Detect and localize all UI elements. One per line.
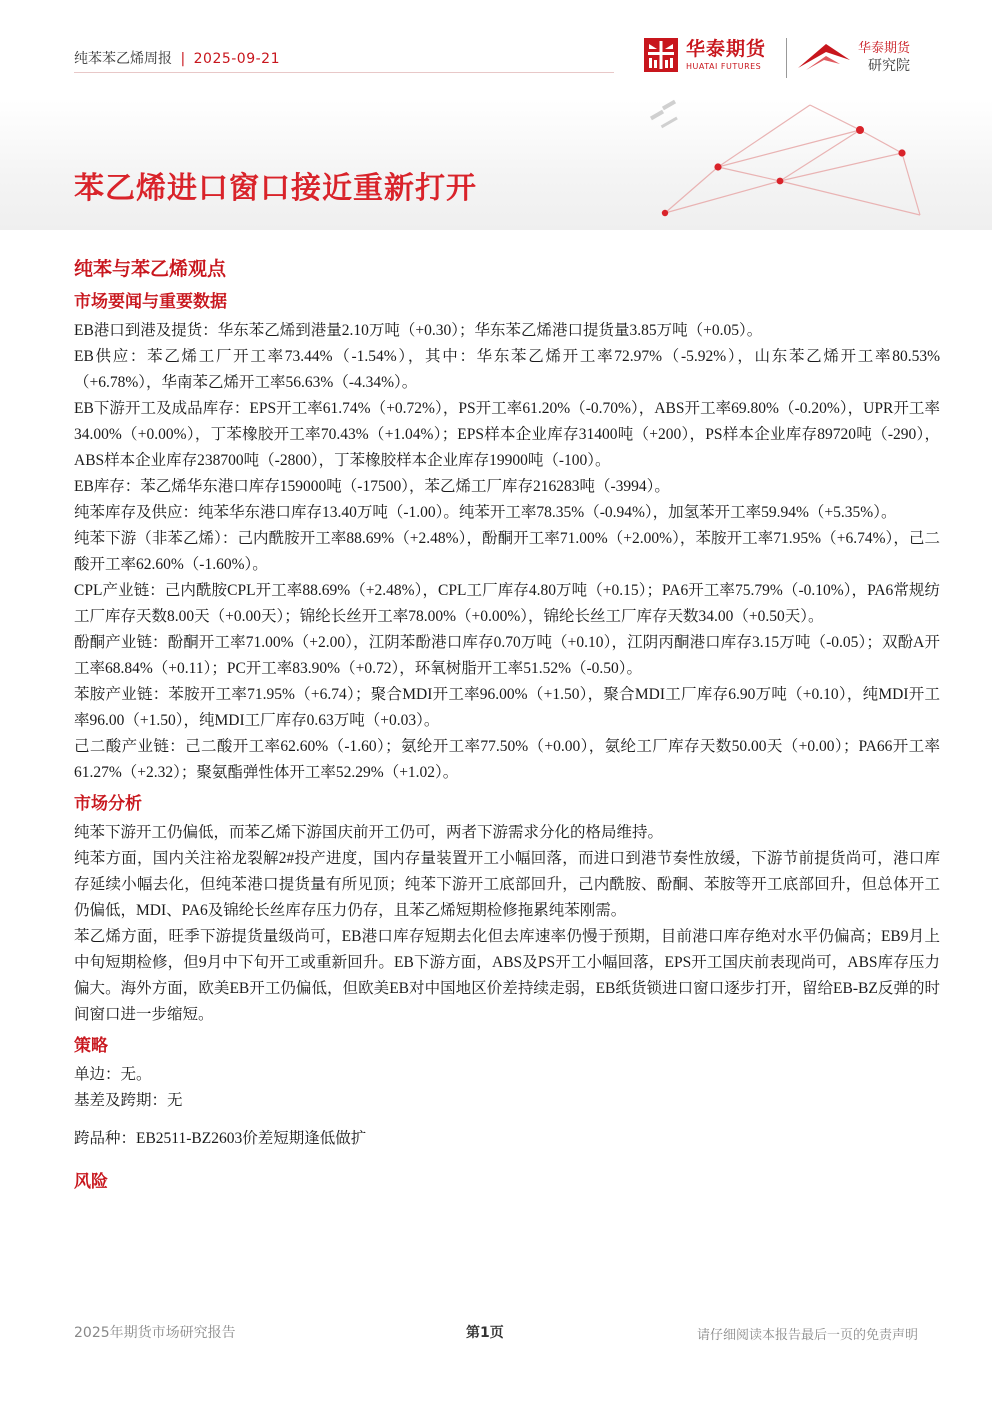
logo-divider [786,38,787,78]
market-news-heading: 市场要闻与重要数据 [74,292,227,312]
institute-wing-icon [796,38,852,78]
report-name: 纯苯苯乙烯周报 [74,51,172,67]
section-heading: 纯苯与苯乙烯观点 [74,258,227,280]
news-item: 己二酸产业链：己二酸开工率62.60%（-1.60）；氨纶开工率77.50%（+0.00），氨纶工厂库存天数50.00天（+0.00）；PA66开工率61.27%（+2.32）；聚氨酯弹性体开工率52.29%（+1.02）。 [74,738,940,781]
logo-cn-text: 华泰期货 [686,38,767,60]
news-item: EB下游开工及成品库存：EPS开工率61.74%（+0.72%），PS开工率61.20%（-0.70%），ABS开工率69.80%（-0.20%），UPR开工率34.00%（+0.00%），丁苯橡胶开工率70.43%（+1.04%）；EPS样本企业库存31400吨（+200），PS样本企业库存89720吨（-290），ABS样本企业库存238700吨（-2800），丁苯橡胶样本企业库存19900吨（-100）。 [74,400,940,469]
footer-left: 2025年期货市场研究报告 [74,1325,236,1341]
header-rule [74,72,614,73]
huatai-logo [644,38,766,72]
institute-logo [796,38,910,78]
institute-line2: 研究院 [868,58,911,74]
strategy-basis: 基差及跨期：无 [74,1092,183,1109]
news-item: 苯胺产业链：苯胺开工率71.95%（+6.74）；聚合MDI开工率96.00%（+1.50），聚合MDI工厂库存6.90万吨（+0.10），纯MDI开工率96.00（+1.50），纯MDI工厂库存0.63万吨（+0.03）。 [74,686,940,729]
main-content [74,256,940,1198]
analysis-paragraph: 苯乙烯方面，旺季下游提货量级尚可，EB港口库存短期去化但去库速率仍慢于预期，目前港口库存绝对水平仍偏高；EB9月上中旬短期检修，但9月中下旬开工或重新回升。EB下游方面，ABS及PS开工小幅回落，EPS开工国庆前表现尚可，ABS库存压力偏大。海外方面，欧美EB开工仍偏低，但欧美EB对中国地区价差持续走弱，EB纸货锁进口窗口逐步打开，留给EB-BZ反弹的时间窗口进一步缩短。 [74,928,940,1023]
page-number: 第1页 [466,1325,504,1341]
report-date: 2025-09-21 [193,51,280,67]
news-item: EB供应：苯乙烯工厂开工率73.44%（-1.54%），其中：华东苯乙烯开工率72.97%（-5.92%），山东苯乙烯开工率80.53%（+6.78%），华南苯乙烯开工率56.63%（-4.34%）。 [74,348,940,391]
institute-line1: 华泰期货 [858,41,911,56]
network-graphic [620,95,940,235]
news-item: EB库存：苯乙烯华东港口库存159000吨（-17500），苯乙烯工厂库存216283吨（-3994）。 [74,478,670,495]
analysis-heading: 市场分析 [74,794,142,814]
report-title: 苯乙烯进口窗口接近重新打开 [74,171,477,206]
news-item: CPL产业链：己内酰胺CPL开工率88.69%（+2.48%），CPL工厂库存4.80万吨（+0.15）；PA6开工率75.79%（-0.10%），PA6常规纺工厂库存天数8.00天（+0.00天）；锦纶长丝开工率78.00%（+0.00%），锦纶长丝工厂库存天数34.00（+0.50天）。 [74,582,940,625]
risk-heading: 风险 [74,1172,108,1192]
analysis-paragraph: 纯苯下游开工仍偏低，而苯乙烯下游国庆前开工仍可，两者下游需求分化的格局维持。 [74,824,664,841]
news-item: 纯苯库存及供应：纯苯华东港口库存13.40万吨（-1.00）。纯苯开工率78.35%（-0.94%），加氢苯开工率59.94%（+5.35%）。 [74,504,897,521]
strategy-heading: 策略 [74,1036,108,1056]
strategy-cross: 跨品种：EB2511-BZ2603价差短期逢低做扩 [74,1130,367,1147]
analysis-paragraph: 纯苯方面，国内关注裕龙裂解2#投产进度，国内存量装置开工小幅回落，而进口到港节奏性放缓，下游节前提货尚可，港口库存延续小幅去化，但纯苯港口提货量有所见顶；纯苯下游开工底部回升，己内酰胺、酚酮、苯胺等开工底部回升，但总体开工仍偏低，MDI、PA6及锦纶长丝库存压力仍存，且苯乙烯短期检修拖累纯苯刚需。 [74,850,940,919]
disclaimer-note: 请仔细阅读本报告最后一页的免责声明 [696,1328,918,1343]
page-footer [74,1322,918,1352]
header-separator: | [180,51,186,67]
report-header [74,48,280,68]
news-item: 酚酮产业链：酚酮开工率71.00%（+2.00），江阴苯酚港口库存0.70万吨（+0.10），江阴丙酮港口库存3.15万吨（-0.05）；双酚A开工率68.84%（+0.11）；PC开工率83.90%（+0.72），环氧树脂开工率51.52%（-0.50）。 [74,634,940,677]
news-item: 纯苯下游（非苯乙烯）：己内酰胺开工率88.69%（+2.48%），酚酮开工率71.00%（+2.00%），苯胺开工率71.95%（+6.74%），己二酸开工率62.60%（-1.60%）。 [74,530,940,573]
strategy-single: 单边：无。 [74,1066,152,1083]
logo-en-text: HUATAI FUTURES [686,62,762,71]
huatai-logo-icon [644,38,678,72]
news-item: EB港口到港及提货：华东苯乙烯到港量2.10万吨（+0.30）；华东苯乙烯港口提货量3.85万吨（+0.05）。 [74,322,763,339]
